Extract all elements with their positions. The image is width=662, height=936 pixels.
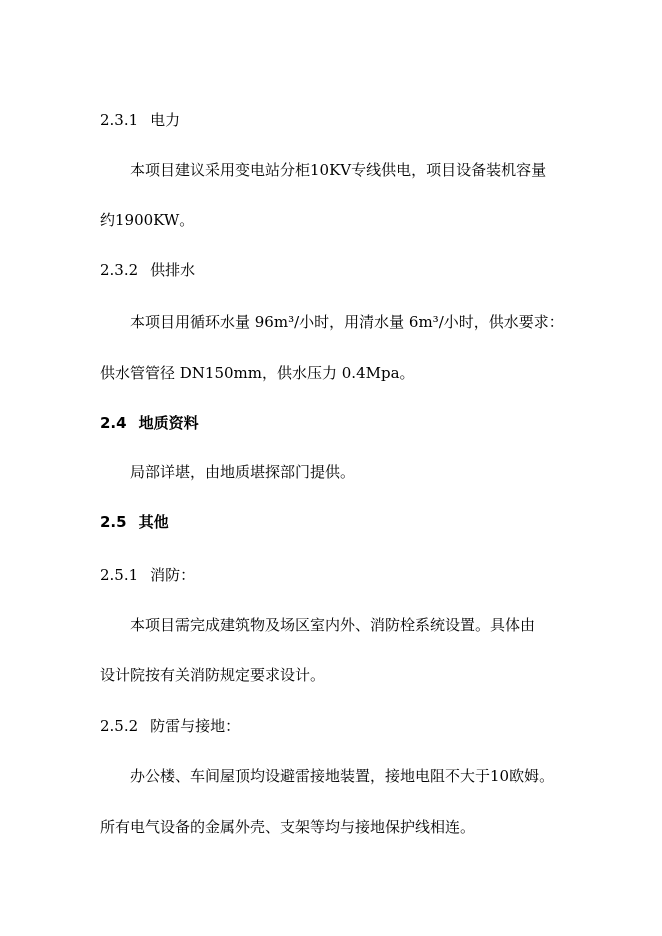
paragraph-line: 局部详堪，由地质堪探部门提供。 [130, 463, 356, 481]
section-title: 电力 [150, 111, 181, 129]
section-title: 防雷与接地： [150, 717, 241, 735]
section-number: 2.3.1 [100, 111, 139, 129]
paragraph-line: 本项目建议采用变电站分柜10KV专线供电，项目设备装机容量 [130, 161, 547, 179]
paragraph-line: 所有电气设备的金属外壳、支架等均与接地保护线相连。 [100, 818, 476, 836]
section-title: 消防： [150, 566, 196, 584]
section-number: 2.5.1 [100, 566, 139, 584]
paragraph-line: 约1900KW。 [100, 211, 195, 229]
section-title: 地质资料 [138, 414, 199, 432]
section-number: 2.5.2 [100, 717, 139, 735]
heading-2-4 [100, 413, 199, 433]
paragraph-line: 设计院按有关消防规定要求设计。 [100, 666, 326, 684]
heading-2-5 [100, 512, 169, 532]
section-title: 供排水 [150, 261, 196, 279]
paragraph-line: 办公楼、车间屋顶均设避雷接地装置，接地电阻不大于10欧姆。 [130, 767, 555, 785]
heading-2-3-2 [100, 260, 195, 280]
section-number: 2.5 [100, 513, 127, 531]
section-number: 2.4 [100, 414, 127, 432]
heading-2-5-1 [100, 565, 195, 585]
paragraph-line: 本项目用循环水量 96m³/小时，用清水量 6m³/小时，供水要求： [130, 313, 564, 331]
heading-2-3-1 [100, 110, 180, 130]
section-number: 2.3.2 [100, 261, 139, 279]
paragraph-line: 供水管管径 DN150mm，供水压力 0.4Mpa。 [100, 364, 415, 382]
paragraph-line: 本项目需完成建筑物及场区室内外、消防栓系统设置。具体由 [130, 616, 536, 634]
heading-2-5-2 [100, 716, 240, 736]
section-title: 其他 [138, 513, 169, 531]
